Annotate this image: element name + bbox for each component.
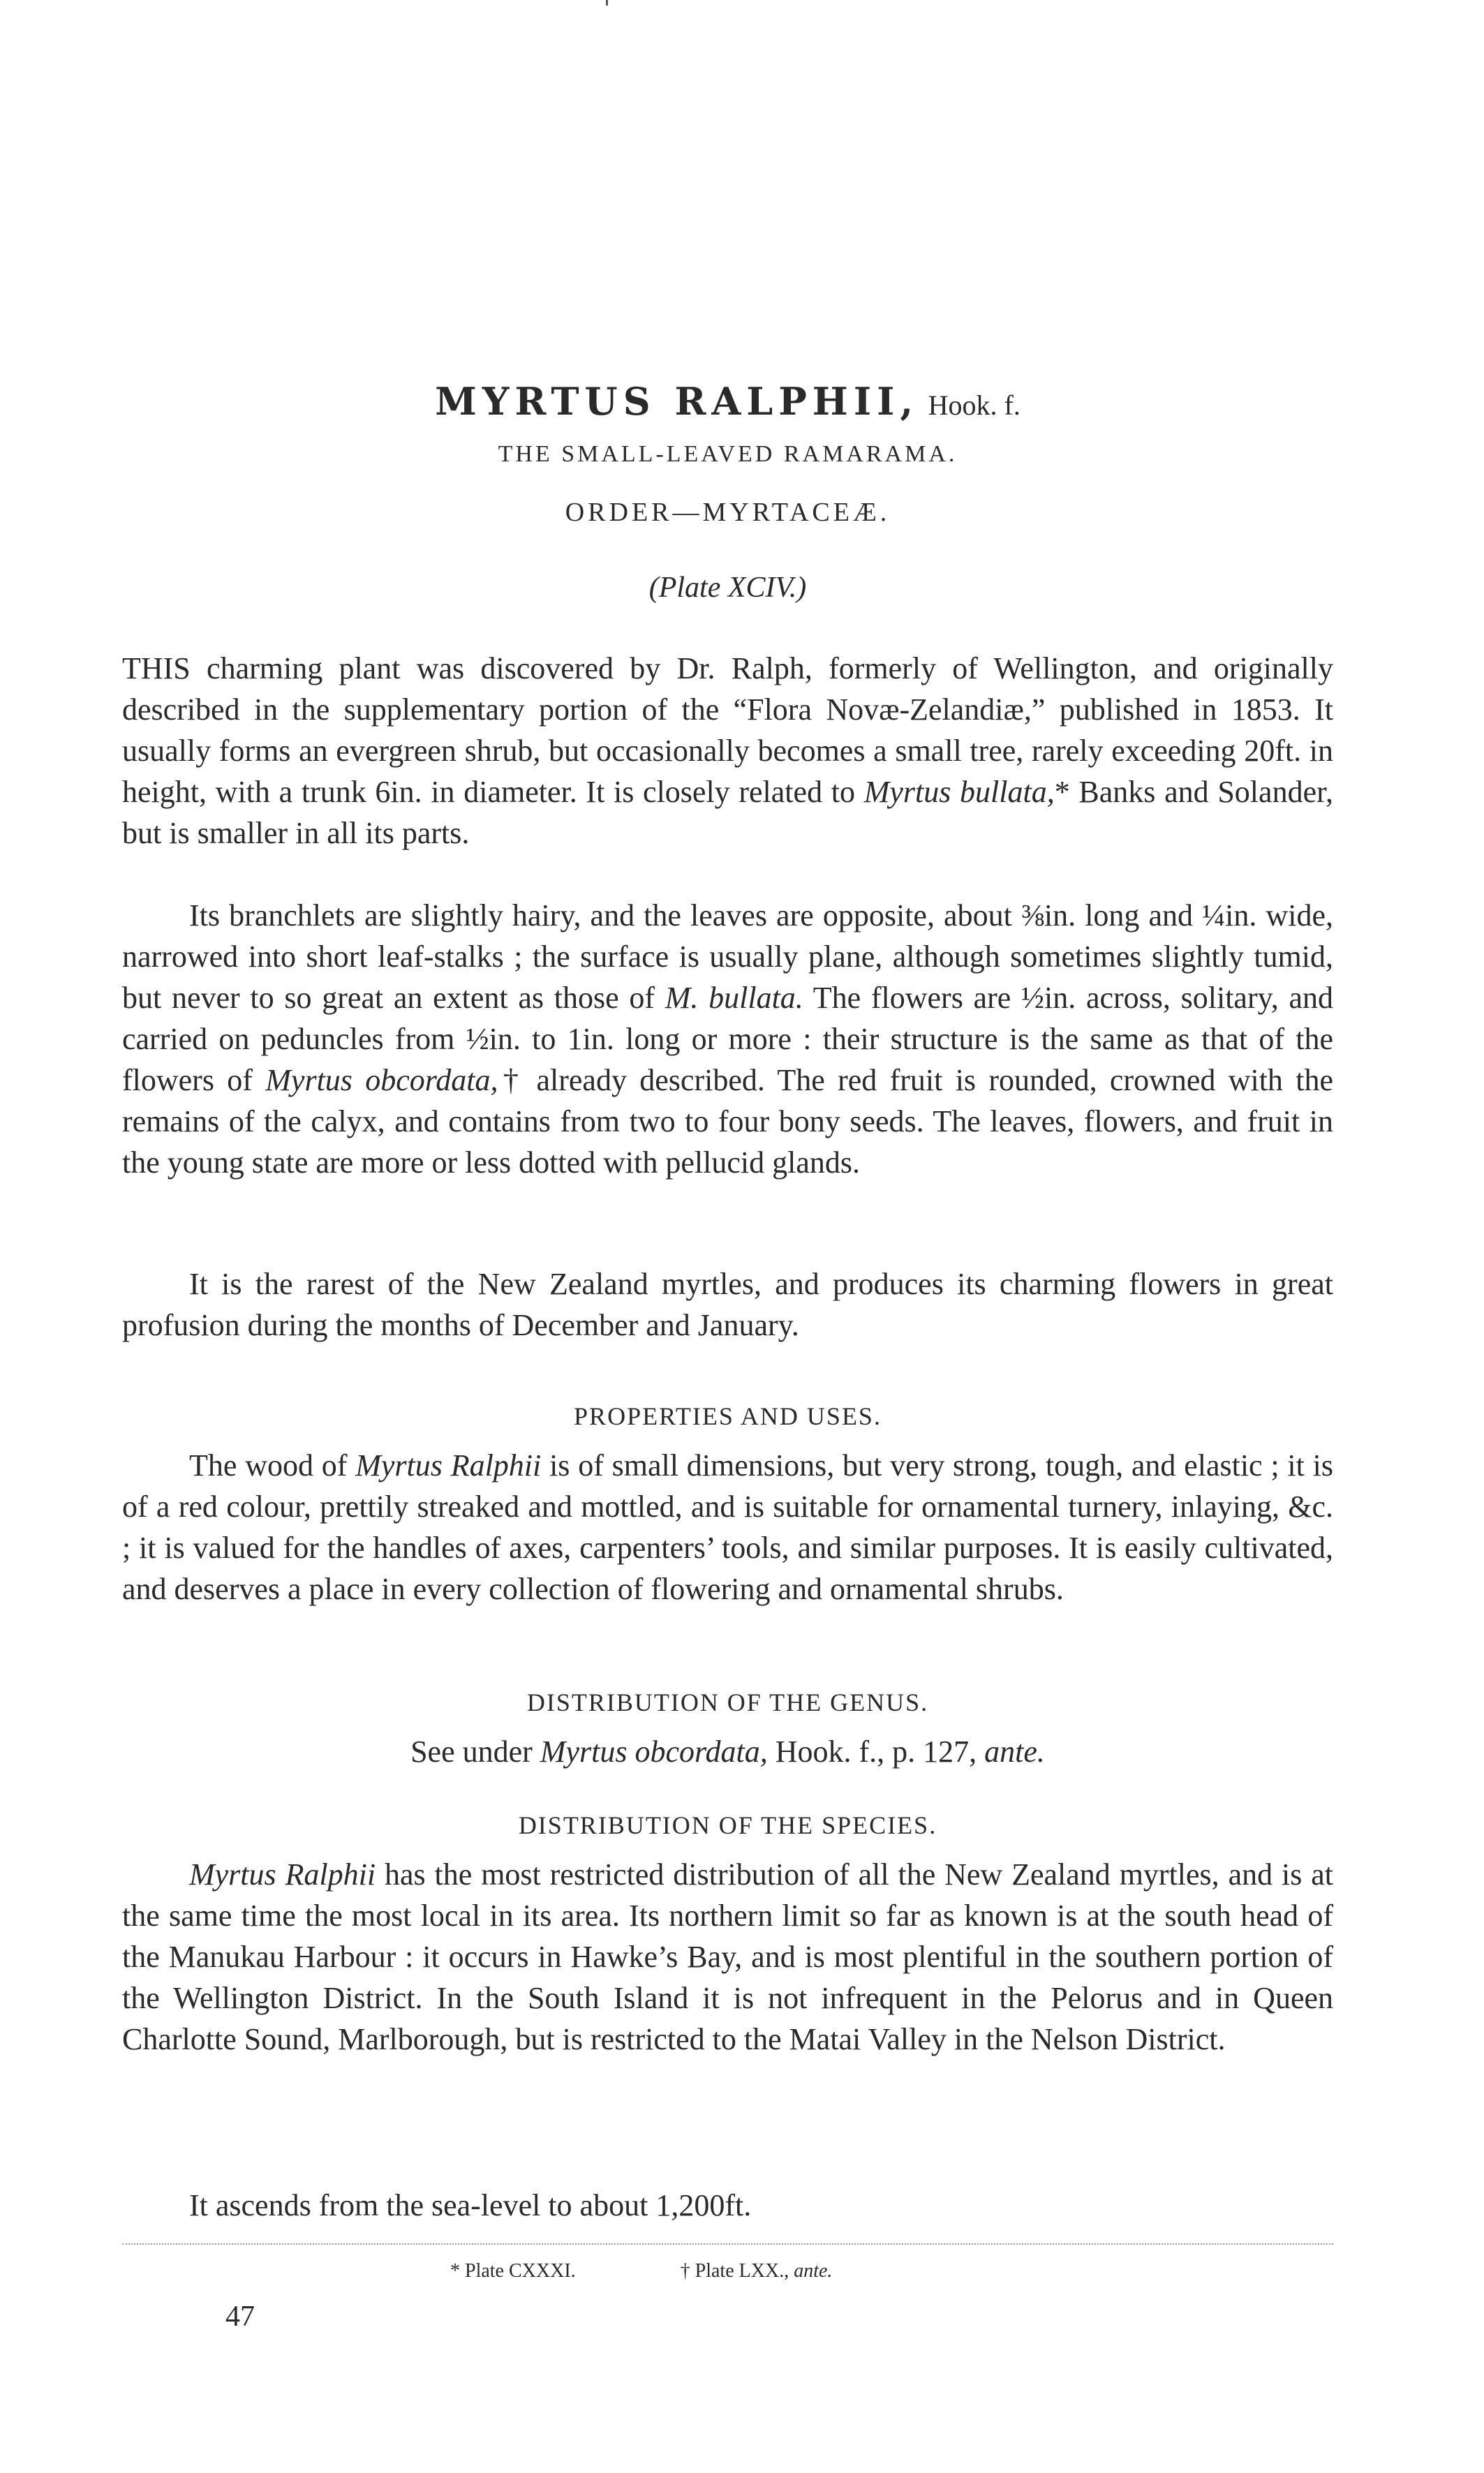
paragraph-intro: THIS charming plant was discovered by Dr. Ralph, formerly of Wellington, and originally described in the supplementary portion of the “Flora Novæ-Zelandiæ,” published in 1853. It usually forms an evergreen shrub, but occasionally becomes a small tree, rarely exceeding 20ft. in height, with a trunk 6in. in diameter. It is closely related to Myrtus bullata,* Banks and Solander, but is smaller in all its parts. xyxy=(122,651,1333,850)
paragraph-altitude: It ascends from the sea-level to about 1,200ft. xyxy=(189,2188,752,2222)
footnote-2: † Plate LXX., ante. xyxy=(680,2260,833,2282)
plate-reference: (Plate XCIV.) xyxy=(648,572,807,604)
page-title xyxy=(122,377,1333,430)
paragraph-distribution: Myrtus Ralphii has the most restricted distribution of all the New Zealand myrtles, and is at the same time the most local in its area. Its northern limit so far as known is at the south head of the Manukau Harbour : it occurs in Hawke’s Bay, and is most plentiful in the southern portion of the Wellington District. In the South Island it is not infrequent in the Pelorus and in Queen Charlotte Sound, Marlborough, but is restricted to the Matai Valley in the Nelson District. xyxy=(122,1857,1333,2056)
species-authority: Hook. f. xyxy=(928,389,1021,421)
footnote-1: * Plate CXXXI. xyxy=(450,2260,576,2282)
heading-properties: PROPERTIES AND USES. xyxy=(574,1402,882,1430)
species-name: MYRTUS RALPHII, xyxy=(435,379,919,424)
see-under-reference: See under Myrtus obcordata, Hook. f., p. 127, ante. xyxy=(410,1735,1045,1769)
paragraph-description: Its branchlets are slightly hairy, and the leaves are opposite, about ⅜in. long and ¼in. wide, narrowed into short leaf-stalks ; the surface is usually plane, although sometimes slightly tumid, but never to so great an extent as those of M. bullata. The flowers are ½in. across, solitary, and carried on peduncles from ½in. to 1in. long or more : their structure is the same as that of the flowers of Myrtus obcordata,† already described. The red fruit is rounded, crowned with the remains of the calyx, and contains from two to four bony seeds. The leaves, flowers, and fruit in the young state are more or less dotted with pellucid glands. xyxy=(122,898,1334,1180)
footnote-divider xyxy=(122,2243,1333,2245)
paragraph-rarity: It is the rarest of the New Zealand myrtles, and produces its charming flowers in great profusion during the months of December and January. xyxy=(122,1267,1333,1342)
page-number: 47 xyxy=(225,2301,255,2333)
heading-species-distribution: DISTRIBUTION OF THE SPECIES. xyxy=(518,1811,937,1839)
order-name: ORDER—MYRTACEÆ. xyxy=(565,498,891,527)
heading-genus-distribution: DISTRIBUTION OF THE GENUS. xyxy=(526,1688,929,1716)
paragraph-uses: The wood of Myrtus Ralphii is of small dimensions, but very strong, tough, and elastic ; it is of a red colour, prettily streaked and mottled, and is suitable for ornamental turnery, inlaying, &c. ; it is valued for the handles of axes, carpenters’ tools, and similar purposes. It is easily cultivated, and deserves a place in every collection of flowering and ornamental shrubs. xyxy=(122,1448,1334,1606)
page xyxy=(122,0,1333,2473)
common-name: THE SMALL-LEAVED RAMARAMA. xyxy=(498,441,958,467)
footnotes xyxy=(450,2260,832,2282)
